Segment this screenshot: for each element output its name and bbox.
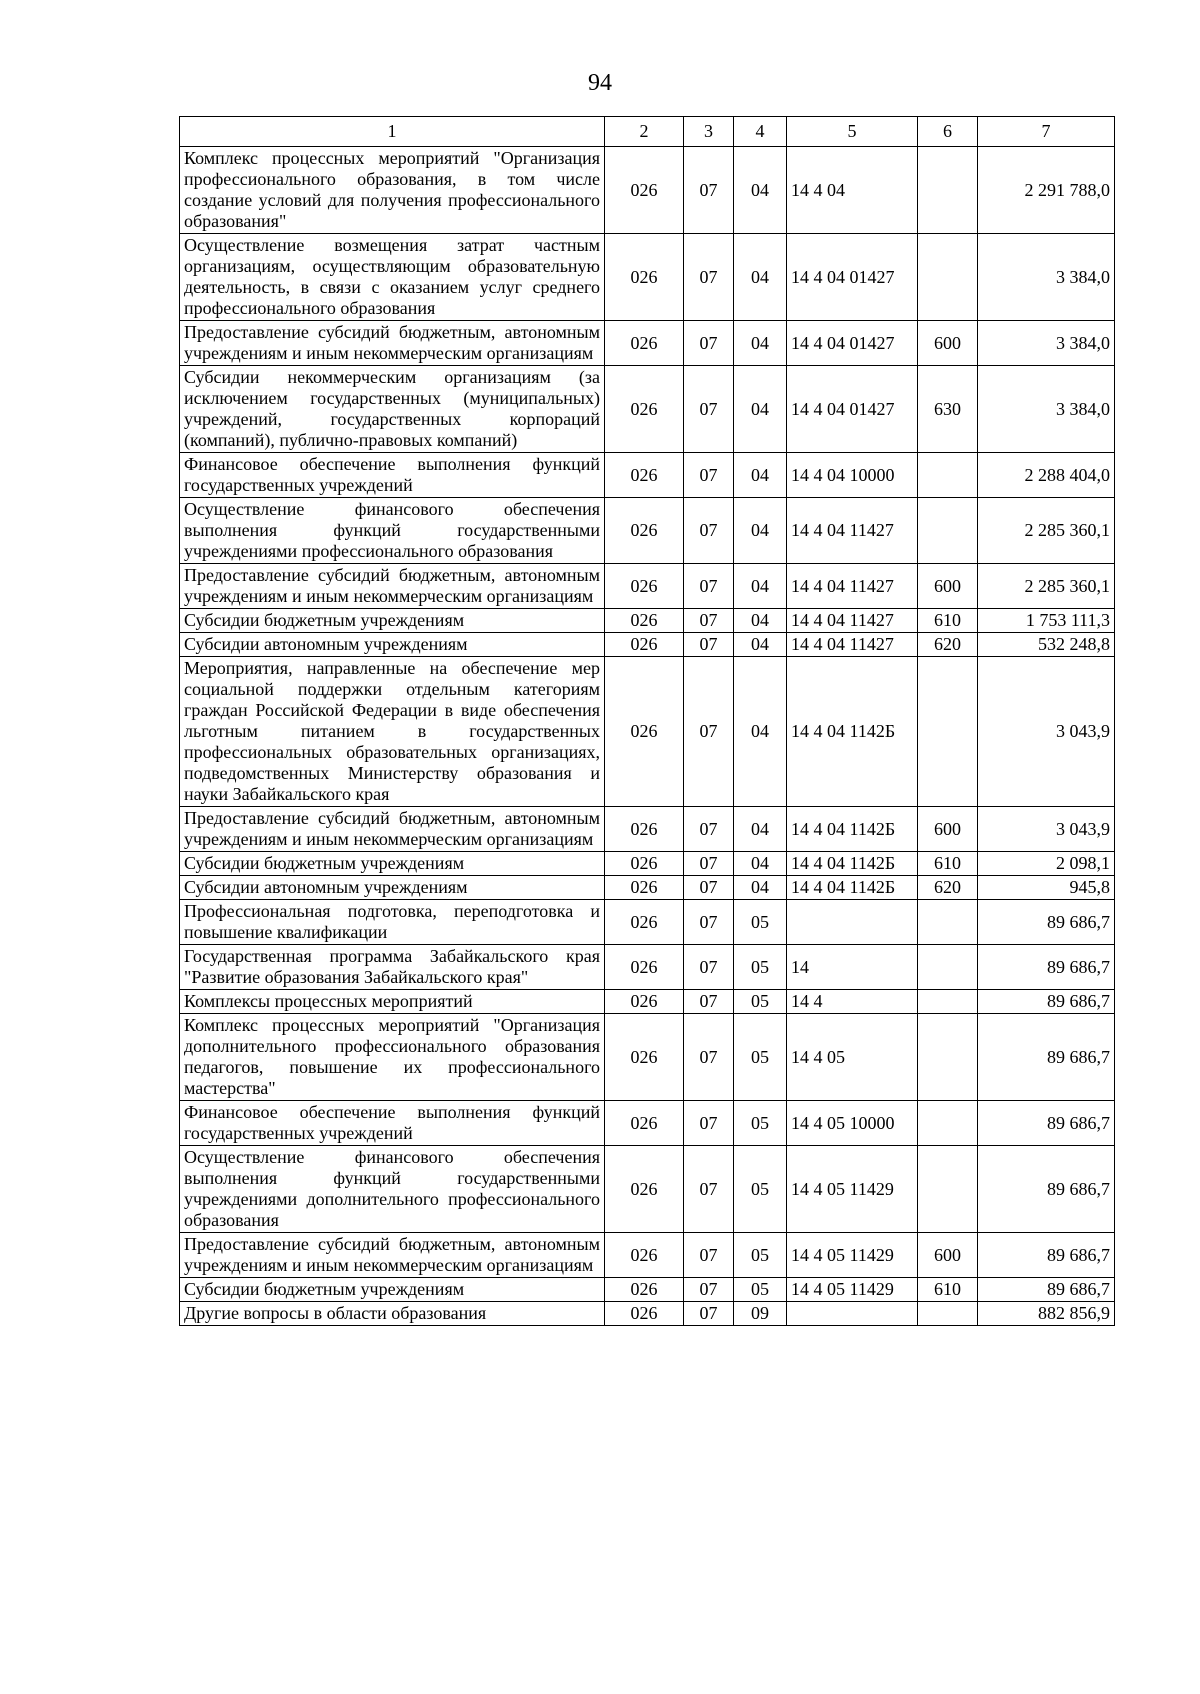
subsection-cell: 04	[734, 633, 787, 657]
amount-cell: 3 043,9	[978, 807, 1115, 852]
expense-type-cell: 630	[918, 366, 978, 453]
expense-type-cell: 620	[918, 633, 978, 657]
subsection-cell: 04	[734, 453, 787, 498]
section-cell: 07	[684, 990, 734, 1014]
table-row	[180, 498, 1115, 564]
expense-type-cell: 600	[918, 564, 978, 609]
table-row	[180, 366, 1115, 453]
admin-code-cell: 026	[605, 609, 684, 633]
admin-code-cell: 026	[605, 234, 684, 321]
section-cell: 07	[684, 453, 734, 498]
header-col-5: 5	[787, 117, 918, 147]
table-header-row	[180, 117, 1115, 147]
row-name-cell: Предоставление субсидий бюджетным, автономным учреждениям и иным некоммерческим организациям	[180, 1233, 605, 1278]
expense-type-cell	[918, 1014, 978, 1101]
row-name-cell: Финансовое обеспечение выполнения функций государственных учреждений	[180, 1101, 605, 1146]
section-cell: 07	[684, 657, 734, 807]
row-name-cell: Предоставление субсидий бюджетным, автономным учреждениям и иным некоммерческим организациям	[180, 564, 605, 609]
subsection-cell: 09	[734, 1302, 787, 1326]
row-name-cell: Осуществление финансового обеспечения выполнения функций государственными учреждениями дополнительного профессионального образования	[180, 1146, 605, 1233]
header-col-1: 1	[180, 117, 605, 147]
subsection-cell: 04	[734, 147, 787, 234]
admin-code-cell: 026	[605, 1278, 684, 1302]
table-row	[180, 945, 1115, 990]
subsection-cell: 04	[734, 852, 787, 876]
expense-type-cell	[918, 990, 978, 1014]
target-article-cell	[787, 1302, 918, 1326]
row-name-cell: Субсидии автономным учреждениям	[180, 633, 605, 657]
subsection-cell: 04	[734, 876, 787, 900]
expense-type-cell: 600	[918, 807, 978, 852]
admin-code-cell: 026	[605, 807, 684, 852]
row-name-cell: Комплекс процессных мероприятий "Организация дополнительного профессионального образования педагогов, повышение их профессионального мастерства"	[180, 1014, 605, 1101]
admin-code-cell: 026	[605, 1014, 684, 1101]
amount-cell: 1 753 111,3	[978, 609, 1115, 633]
amount-cell: 3 384,0	[978, 321, 1115, 366]
target-article-cell: 14 4 04 11427	[787, 498, 918, 564]
subsection-cell: 04	[734, 234, 787, 321]
amount-cell: 2 285 360,1	[978, 564, 1115, 609]
row-name-cell: Государственная программа Забайкальского края "Развитие образования Забайкальского края"	[180, 945, 605, 990]
admin-code-cell: 026	[605, 1101, 684, 1146]
section-cell: 07	[684, 147, 734, 234]
admin-code-cell: 026	[605, 633, 684, 657]
target-article-cell: 14 4 04 1142Б	[787, 876, 918, 900]
table-row	[180, 852, 1115, 876]
expense-type-cell	[918, 234, 978, 321]
row-name-cell: Предоставление субсидий бюджетным, автономным учреждениям и иным некоммерческим организациям	[180, 321, 605, 366]
row-name-cell: Осуществление возмещения затрат частным организациям, осуществляющим образовательную деятельность, в связи с оказанием услуг среднего профессионального образования	[180, 234, 605, 321]
table-row	[180, 453, 1115, 498]
table-row	[180, 321, 1115, 366]
expense-type-cell: 610	[918, 609, 978, 633]
expense-type-cell: 600	[918, 1233, 978, 1278]
target-article-cell: 14 4 04 01427	[787, 366, 918, 453]
expense-type-cell	[918, 1302, 978, 1326]
section-cell: 07	[684, 234, 734, 321]
admin-code-cell: 026	[605, 453, 684, 498]
amount-cell: 89 686,7	[978, 1278, 1115, 1302]
table-row	[180, 1278, 1115, 1302]
row-name-cell: Субсидии бюджетным учреждениям	[180, 1278, 605, 1302]
section-cell: 07	[684, 945, 734, 990]
table-row	[180, 234, 1115, 321]
table-row	[180, 1233, 1115, 1278]
amount-cell: 2 291 788,0	[978, 147, 1115, 234]
amount-cell: 3 043,9	[978, 657, 1115, 807]
table-row	[180, 633, 1115, 657]
target-article-cell: 14 4 05 11429	[787, 1278, 918, 1302]
target-article-cell: 14 4 04 01427	[787, 234, 918, 321]
admin-code-cell: 026	[605, 564, 684, 609]
expense-type-cell	[918, 453, 978, 498]
target-article-cell: 14 4 04	[787, 147, 918, 234]
section-cell: 07	[684, 807, 734, 852]
header-col-6: 6	[918, 117, 978, 147]
row-name-cell: Комплексы процессных мероприятий	[180, 990, 605, 1014]
section-cell: 07	[684, 1101, 734, 1146]
amount-cell: 945,8	[978, 876, 1115, 900]
amount-cell: 2 285 360,1	[978, 498, 1115, 564]
section-cell: 07	[684, 564, 734, 609]
budget-table	[179, 116, 1115, 1326]
target-article-cell: 14 4 04 10000	[787, 453, 918, 498]
expense-type-cell: 600	[918, 321, 978, 366]
target-article-cell: 14 4 05	[787, 1014, 918, 1101]
amount-cell: 882 856,9	[978, 1302, 1115, 1326]
table-row	[180, 990, 1115, 1014]
table-row	[180, 900, 1115, 945]
section-cell: 07	[684, 1233, 734, 1278]
row-name-cell: Осуществление финансового обеспечения выполнения функций государственными учреждениями профессионального образования	[180, 498, 605, 564]
target-article-cell: 14 4 04 11427	[787, 564, 918, 609]
amount-cell: 89 686,7	[978, 990, 1115, 1014]
admin-code-cell: 026	[605, 945, 684, 990]
admin-code-cell: 026	[605, 852, 684, 876]
table-row	[180, 657, 1115, 807]
admin-code-cell: 026	[605, 900, 684, 945]
header-col-4: 4	[734, 117, 787, 147]
section-cell: 07	[684, 1146, 734, 1233]
expense-type-cell	[918, 945, 978, 990]
header-col-2: 2	[605, 117, 684, 147]
target-article-cell: 14 4 05 11429	[787, 1146, 918, 1233]
subsection-cell: 04	[734, 807, 787, 852]
admin-code-cell: 026	[605, 366, 684, 453]
section-cell: 07	[684, 609, 734, 633]
subsection-cell: 05	[734, 1101, 787, 1146]
admin-code-cell: 026	[605, 1302, 684, 1326]
header-col-7: 7	[978, 117, 1115, 147]
subsection-cell: 05	[734, 1014, 787, 1101]
row-name-cell: Субсидии бюджетным учреждениям	[180, 852, 605, 876]
subsection-cell: 04	[734, 321, 787, 366]
section-cell: 07	[684, 1302, 734, 1326]
amount-cell: 89 686,7	[978, 1101, 1115, 1146]
admin-code-cell: 026	[605, 498, 684, 564]
subsection-cell: 05	[734, 900, 787, 945]
table-row	[180, 1302, 1115, 1326]
target-article-cell: 14 4 05 10000	[787, 1101, 918, 1146]
table-row	[180, 1146, 1115, 1233]
subsection-cell: 05	[734, 945, 787, 990]
amount-cell: 89 686,7	[978, 1014, 1115, 1101]
target-article-cell: 14 4 05 11429	[787, 1233, 918, 1278]
row-name-cell: Субсидии бюджетным учреждениям	[180, 609, 605, 633]
row-name-cell: Другие вопросы в области образования	[180, 1302, 605, 1326]
section-cell: 07	[684, 321, 734, 366]
table-row	[180, 1014, 1115, 1101]
amount-cell: 532 248,8	[978, 633, 1115, 657]
subsection-cell: 04	[734, 657, 787, 807]
table-row	[180, 609, 1115, 633]
subsection-cell: 04	[734, 498, 787, 564]
subsection-cell: 04	[734, 564, 787, 609]
subsection-cell: 05	[734, 1146, 787, 1233]
table-row	[180, 147, 1115, 234]
table-row	[180, 1101, 1115, 1146]
section-cell: 07	[684, 900, 734, 945]
subsection-cell: 05	[734, 990, 787, 1014]
row-name-cell: Субсидии некоммерческим организациям (за исключением государственных (муниципальных) учреждений, государственных корпораций (компаний), публично-правовых компаний)	[180, 366, 605, 453]
amount-cell: 89 686,7	[978, 900, 1115, 945]
target-article-cell: 14 4 04 1142Б	[787, 852, 918, 876]
admin-code-cell: 026	[605, 147, 684, 234]
subsection-cell: 05	[734, 1233, 787, 1278]
amount-cell: 89 686,7	[978, 945, 1115, 990]
expense-type-cell	[918, 900, 978, 945]
row-name-cell: Предоставление субсидий бюджетным, автономным учреждениям и иным некоммерческим организациям	[180, 807, 605, 852]
target-article-cell: 14 4 04 11427	[787, 633, 918, 657]
amount-cell: 2 098,1	[978, 852, 1115, 876]
subsection-cell: 05	[734, 1278, 787, 1302]
amount-cell: 2 288 404,0	[978, 453, 1115, 498]
expense-type-cell	[918, 1101, 978, 1146]
target-article-cell: 14 4 04 01427	[787, 321, 918, 366]
amount-cell: 3 384,0	[978, 234, 1115, 321]
target-article-cell: 14	[787, 945, 918, 990]
admin-code-cell: 026	[605, 1146, 684, 1233]
amount-cell: 89 686,7	[978, 1233, 1115, 1278]
table-row	[180, 564, 1115, 609]
page-number: 94	[588, 70, 612, 96]
section-cell: 07	[684, 498, 734, 564]
section-cell: 07	[684, 1278, 734, 1302]
table-row	[180, 807, 1115, 852]
section-cell: 07	[684, 366, 734, 453]
expense-type-cell: 610	[918, 852, 978, 876]
table-row	[180, 876, 1115, 900]
expense-type-cell	[918, 498, 978, 564]
header-col-3: 3	[684, 117, 734, 147]
table-body	[180, 147, 1115, 1326]
expense-type-cell	[918, 1146, 978, 1233]
expense-type-cell	[918, 147, 978, 234]
section-cell: 07	[684, 876, 734, 900]
target-article-cell: 14 4 04 1142Б	[787, 807, 918, 852]
target-article-cell	[787, 900, 918, 945]
row-name-cell: Финансовое обеспечение выполнения функций государственных учреждений	[180, 453, 605, 498]
admin-code-cell: 026	[605, 657, 684, 807]
admin-code-cell: 026	[605, 321, 684, 366]
section-cell: 07	[684, 633, 734, 657]
target-article-cell: 14 4	[787, 990, 918, 1014]
amount-cell: 3 384,0	[978, 366, 1115, 453]
target-article-cell: 14 4 04 1142Б	[787, 657, 918, 807]
expense-type-cell: 620	[918, 876, 978, 900]
subsection-cell: 04	[734, 366, 787, 453]
admin-code-cell: 026	[605, 876, 684, 900]
row-name-cell: Комплекс процессных мероприятий "Организация профессионального образования, в том числе создание условий для получения профессионального образования"	[180, 147, 605, 234]
subsection-cell: 04	[734, 609, 787, 633]
admin-code-cell: 026	[605, 1233, 684, 1278]
expense-type-cell: 610	[918, 1278, 978, 1302]
target-article-cell: 14 4 04 11427	[787, 609, 918, 633]
row-name-cell: Профессиональная подготовка, переподготовка и повышение квалификации	[180, 900, 605, 945]
row-name-cell: Субсидии автономным учреждениям	[180, 876, 605, 900]
section-cell: 07	[684, 852, 734, 876]
amount-cell: 89 686,7	[978, 1146, 1115, 1233]
admin-code-cell: 026	[605, 990, 684, 1014]
row-name-cell: Мероприятия, направленные на обеспечение мер социальной поддержки отдельным категориям граждан Российской Федерации в виде обеспечения льготным питанием в государственных профессиональных образовательных организациях, подведомственных Министерству образования и науки Забайкальского края	[180, 657, 605, 807]
expense-type-cell	[918, 657, 978, 807]
section-cell: 07	[684, 1014, 734, 1101]
